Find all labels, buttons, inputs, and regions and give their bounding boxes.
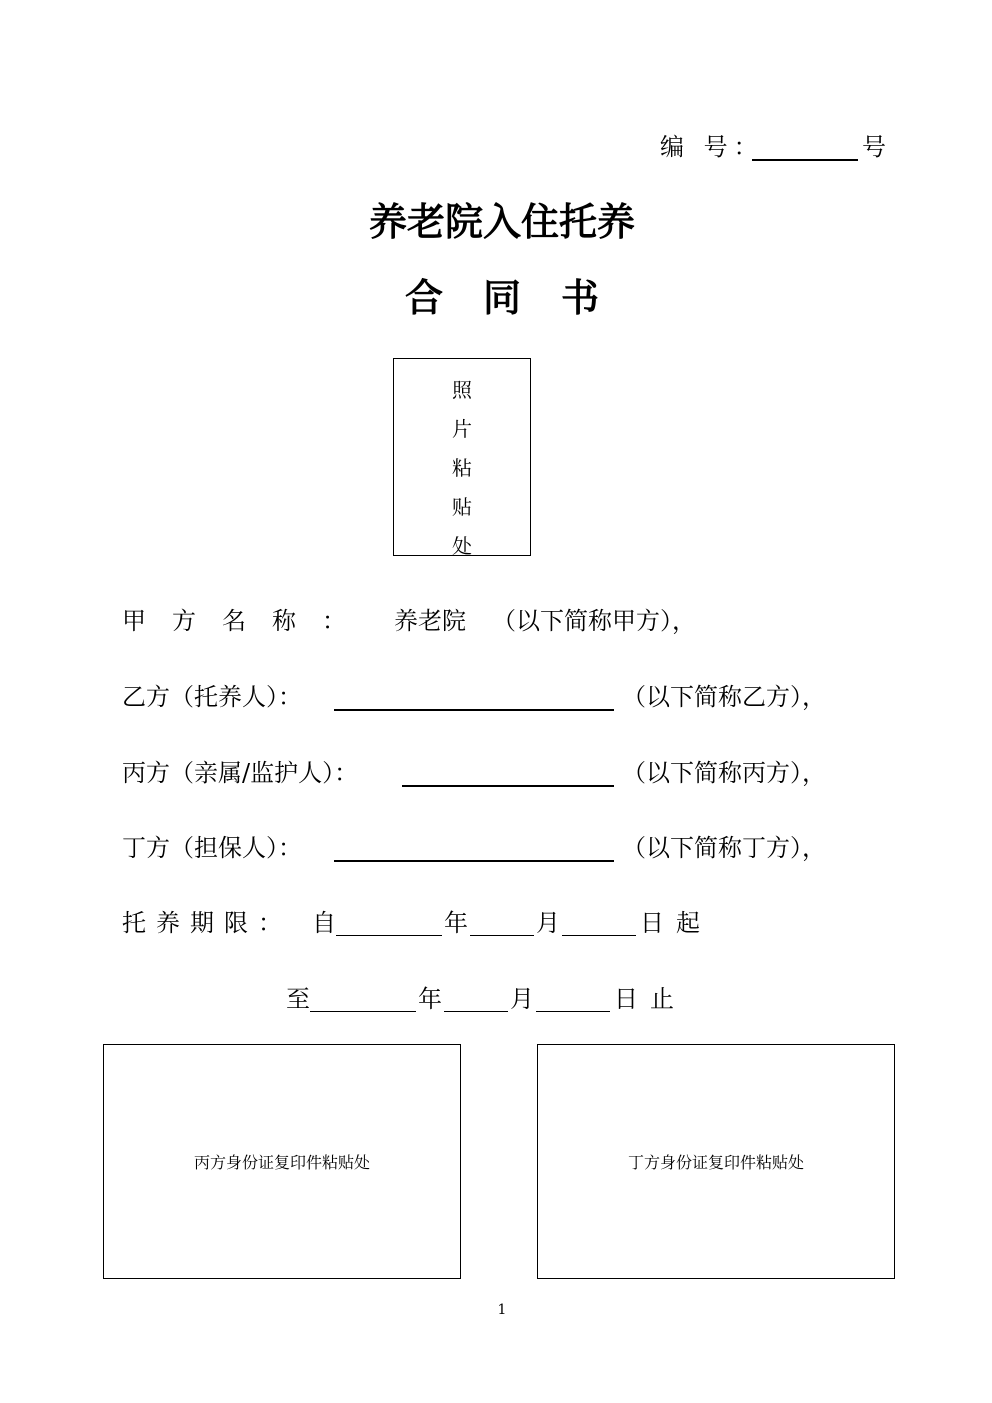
photo-char: 处 bbox=[452, 534, 472, 558]
party-c-id-label: 丙方身份证复印件粘贴处 bbox=[193, 1153, 370, 1172]
party-c-note: （以下简称丙方）， bbox=[622, 759, 826, 787]
start-year-field[interactable] bbox=[336, 935, 442, 936]
party-b-note: （以下简称乙方）， bbox=[622, 683, 826, 711]
document-title: 养老院入住托养 bbox=[368, 200, 635, 244]
party-d-label: 丁方（担保人）： bbox=[122, 834, 302, 862]
serial-number-field[interactable] bbox=[752, 159, 858, 161]
start-month-field[interactable] bbox=[470, 935, 534, 936]
period-label: 托养期限： bbox=[122, 909, 292, 937]
period-to: 至 bbox=[286, 985, 310, 1013]
photo-char: 片 bbox=[452, 417, 472, 441]
page-number: 1 bbox=[497, 1302, 507, 1318]
start-suffix: 起 bbox=[676, 909, 700, 937]
start-day-field[interactable] bbox=[562, 935, 636, 936]
party-a-value: 养老院 bbox=[394, 607, 466, 635]
party-a-label: 甲方名称： bbox=[122, 607, 372, 635]
end-month-unit: 月 bbox=[510, 985, 534, 1013]
photo-char: 贴 bbox=[452, 495, 472, 519]
serial-number-suffix: 号 bbox=[862, 133, 886, 161]
party-a-note: （以下简称甲方）， bbox=[492, 607, 696, 635]
end-year-field[interactable] bbox=[310, 1011, 416, 1012]
party-d-field[interactable] bbox=[334, 860, 614, 862]
party-b-label: 乙方（托养人）： bbox=[122, 683, 302, 711]
period-from: 自 bbox=[312, 909, 336, 937]
photo-char: 照 bbox=[452, 378, 472, 402]
start-month-unit: 月 bbox=[536, 909, 560, 937]
party-d-note: （以下简称丁方）， bbox=[622, 834, 826, 862]
serial-number-label: 编 号： bbox=[660, 133, 764, 161]
photo-char: 粘 bbox=[452, 456, 472, 480]
party-c-id-paste-area bbox=[103, 1044, 461, 1279]
photo-paste-area bbox=[393, 358, 531, 556]
party-d-id-paste-area bbox=[537, 1044, 895, 1279]
end-year-unit: 年 bbox=[418, 985, 442, 1013]
end-day-field[interactable] bbox=[536, 1011, 610, 1012]
party-b-field[interactable] bbox=[334, 709, 614, 711]
start-year-unit: 年 bbox=[444, 909, 468, 937]
end-month-field[interactable] bbox=[444, 1011, 508, 1012]
end-suffix: 止 bbox=[650, 985, 674, 1013]
party-a-line bbox=[122, 604, 696, 638]
party-c-field[interactable] bbox=[402, 785, 614, 787]
end-day-unit: 日 bbox=[614, 985, 638, 1013]
party-c-label: 丙方（亲属/监护人）： bbox=[122, 759, 359, 787]
period-label-wrap bbox=[122, 906, 292, 940]
party-d-id-label: 丁方身份证复印件粘贴处 bbox=[627, 1153, 804, 1172]
start-day-unit: 日 bbox=[640, 909, 664, 937]
document-subtitle: 合同书 bbox=[404, 276, 639, 320]
